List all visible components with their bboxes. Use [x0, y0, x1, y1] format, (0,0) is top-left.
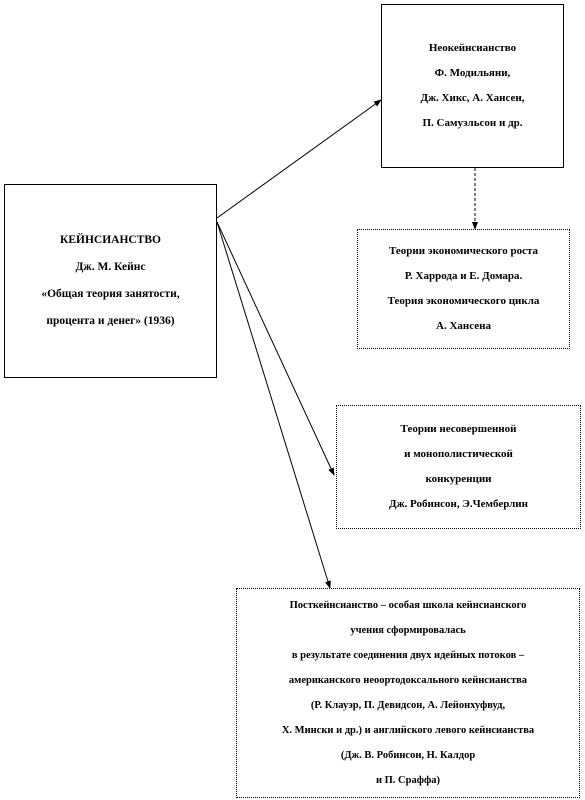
post-keynesianism-line-1: Посткейнсианство – особая школа кейнсианского — [289, 600, 527, 611]
keynesianism-work-line-2: процента и денег» (1936) — [46, 315, 175, 327]
competition-theories-box — [336, 405, 581, 529]
post-keynesianism-line-7: (Дж. В. Робинсон, Н. Калдор — [340, 750, 476, 761]
post-keynesianism-line-3: в результате соединения двух идейных потоков – — [291, 650, 525, 661]
post-keynesianism-line-4: американского неоортодоксального кейнсианства — [288, 675, 528, 686]
neo-keynesianism-line-3: П. Самуэльсон и др. — [422, 117, 523, 129]
competition-theories-line-4: Дж. Робинсон, Э.Чемберлин — [389, 498, 528, 510]
post-keynesianism-box — [236, 588, 580, 798]
post-keynesianism-line-5: (Р. Клауэр, П. Девидсон, А. Лейонхуфвуд, — [310, 700, 506, 711]
keynesianism-work-line-1: «Общая теория занятости, — [41, 288, 180, 300]
growth-theories-line-3: Теория экономического цикла — [387, 295, 540, 307]
neo-keynesianism-line-2: Дж. Хикс, А. Хансен, — [420, 92, 525, 104]
post-keynesianism-line-6: Х. Мински и др.) и английского левого кейнсианства — [281, 725, 535, 736]
post-keynesianism-line-8: и П. Сраффа) — [375, 775, 441, 786]
neo-keynesianism-box — [381, 4, 564, 168]
arrow-to-neo-keynesianism — [217, 100, 381, 218]
arrow-to-competition-theories — [217, 222, 334, 475]
arrow-to-post-keynesianism — [217, 222, 330, 588]
competition-theories-line-1: Теории несовершенной — [400, 423, 517, 435]
growth-theories-line-4: А. Хансена — [436, 320, 491, 332]
keynesianism-box — [4, 184, 217, 378]
competition-theories-line-3: конкуренции — [425, 473, 492, 485]
competition-theories-line-2: и монополистической — [404, 448, 513, 460]
neo-keynesianism-title: Неокейнсианство — [428, 42, 517, 54]
keynesianism-author: Дж. М. Кейнс — [75, 261, 146, 273]
neo-keynesianism-line-1: Ф. Модильяни, — [434, 67, 511, 79]
growth-theories-line-1: Теории экономического роста — [388, 245, 539, 257]
growth-theories-line-2: Р. Харрода и Е. Домара. — [404, 270, 523, 282]
post-keynesianism-line-2: учения сформировалась — [350, 625, 466, 636]
keynesianism-title: КЕЙНСИАНСТВО — [60, 234, 161, 246]
growth-theories-box — [357, 229, 570, 349]
